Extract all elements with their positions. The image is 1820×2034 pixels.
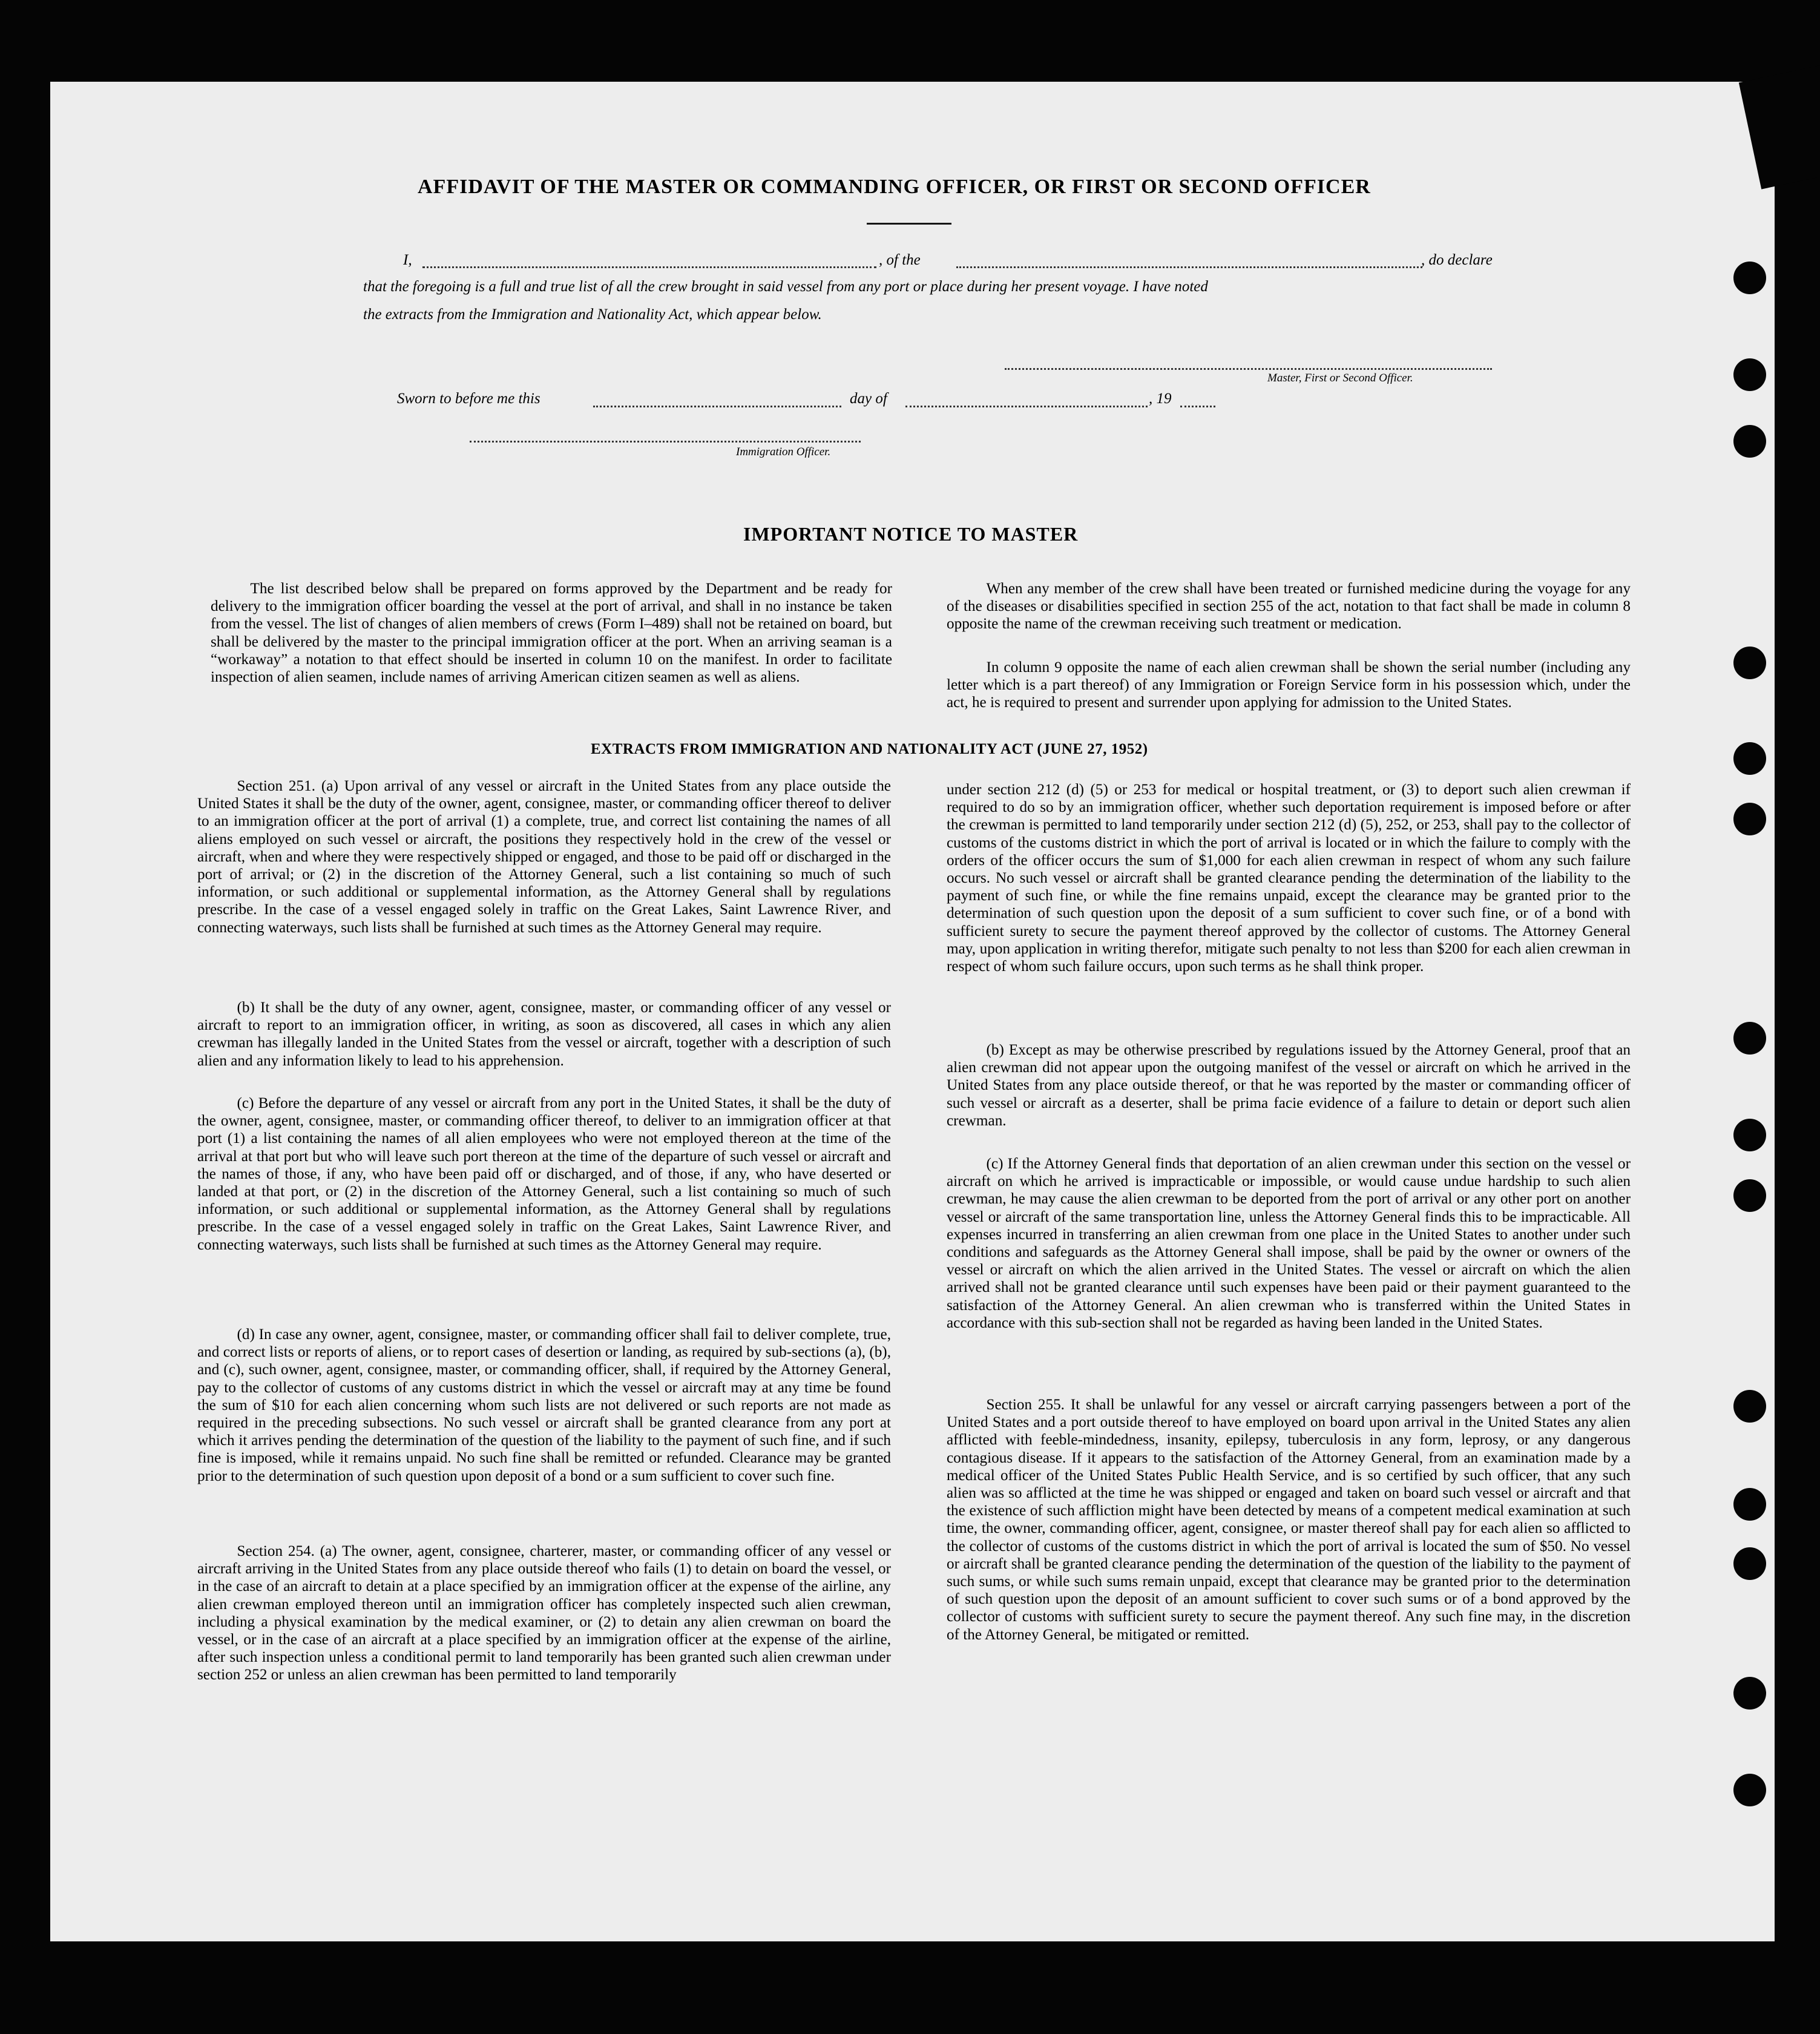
- binder-hole: [1733, 647, 1766, 679]
- do-declare-label: , do declare: [1421, 252, 1493, 268]
- day-line[interactable]: [593, 406, 841, 407]
- year-label: , 19: [1149, 390, 1172, 407]
- notice-right-paragraph-2: In column 9 opposite the name of each alien crewman shall be shown the serial number (including any letter which is a part thereof) of any Immigration or Foreign Service form in his possession which, under the act, he is required to present and surrender upon applying for admission to the United States.: [947, 659, 1631, 711]
- i-label: I,: [403, 252, 412, 268]
- year-line[interactable]: [1180, 406, 1215, 407]
- extract-left-paragraph: (d) In case any owner, agent, consignee, master, or commanding officer shall fail to deliver complete, true, and correct lists or reports of aliens, or to report cases of desertion or landing, as required by sub-sections (a), (b), and (c), such owner, agent, consignee, master, or commanding officer, shall, if required by the Attorney General, pay to the collector of customs of any customs district in which the vessel or aircraft may at any time be found the sum of $10 for each alien concerning whom such lists are not delivered or such reports are not made as required in the preceding subsections. No such vessel or aircraft shall be granted clearance from any port at which it arrives pending the determination of the question of the liability to the payment of such fine, and if such fine is imposed, while it remains unpaid. No such fine shall be remitted or refunded. Clearance may be granted prior to the determination of such question upon deposit of a bond or a sum sufficient to cover such fine.: [197, 1326, 891, 1484]
- extract-right-paragraph: (b) Except as may be otherwise prescribed by regulations issued by the Attorney General, proof that an alien crewman did not appear upon the outgoing manifest of the vessel or aircraft on which he arrived in the United States from any place outside thereof, or that he was reported by the master or commanding officer of such vessel or aircraft as a deserter, shall be prima facie evidence of a failure to detain or deport such alien crewman.: [947, 1042, 1631, 1129]
- binder-hole: [1733, 1179, 1766, 1212]
- affidavit-title: AFFIDAVIT OF THE MASTER OR COMMANDING OFFICER, OR FIRST OR SECOND OFFICER: [418, 176, 1371, 198]
- binder-hole: [1733, 1488, 1766, 1521]
- master-signature-line[interactable]: [1005, 368, 1492, 370]
- extract-left-paragraph: Section 251. (a) Upon arrival of any vessel or aircraft in the United States from any place outside the United States it shall be the duty of the owner, agent, consignee, master, or commanding officer thereof to deliver to an immigration officer at the port of arrival (1) a complete, true, and correct list containing the names of all aliens employed on such vessel or aircraft, the positions they respectively hold in the crew of the vessel or aircraft, when and where they were respectively shipped or engaged, and those to be paid off or discharged in the port of arrival; or (2) in the discretion of the Attorney General, such a list containing so much of such information, or such additional or supplemental information, as the Attorney General shall by regulations prescribe. In the case of a vessel engaged solely in traffic on the Great Lakes, Saint Lawrence River, and connecting waterways, such lists shall be furnished at such times as the Attorney General may require.: [197, 778, 891, 936]
- extract-left-paragraph: (b) It shall be the duty of any owner, agent, consignee, master, or commanding officer of any vessel or aircraft to report to an immigration officer, in writing, as soon as discovered, all cases in which any alien crewman has illegally landed in the United States from the vessel or aircraft, together with a description of such alien and any information likely to lead to his apprehension.: [197, 999, 891, 1069]
- month-line[interactable]: [905, 406, 1148, 407]
- notice-left-paragraph: The list described below shall be prepared on forms approved by the Department and be ready for delivery to the immigration officer boarding the vessel at the port of arrival, and shall in no instance be taken from the vessel. The list of changes of alien members of crews (Form I–489) shall not be retained on board, but shall be delivered by the master to the principal immigration officer at the port. When an arriving seaman is a “workaway” a notation to that effect should be inserted in column 10 on the manifest. In order to facilitate inspection of alien seamen, include names of arriving American citizen seamen as well as aliens.: [211, 581, 892, 686]
- declaration-line-2: the extracts from the Immigration and Nationality Act, which appear below.: [363, 306, 822, 323]
- officer-signature-line[interactable]: [470, 441, 861, 443]
- binder-hole: [1733, 1547, 1766, 1580]
- extract-right-paragraph: Section 255. It shall be unlawful for any vessel or aircraft carrying passengers between a port of the United States and a port outside thereof to have employed on board upon arrival in the United States any alien afflicted with feeble-mindedness, insanity, epilepsy, tuberculosis in any form, leprosy, or any dangerous contagious disease. If it appears to the satisfaction of the Attorney General, from an examination made by a medical officer of the United States Public Health Service, and is so certified by such officer, that any such alien was so afflicted at the time he was shipped or engaged and taken on board such vessel or aircraft and that the existence of such affliction might have been detected by means of a competent medical examination at such time, the owner, commanding officer, agent, consignee, or master thereof shall pay for each alien so afflicted to the collector of customs of the customs district in which the port of arrival is located the sum of $50. No vessel or aircraft shall be granted clearance pending the determination of the question of the liability to the payment of such sums, or while such sums remain unpaid, except that clearance may be granted prior to the determination of such question upon the deposit of an amount sufficient to cover such sums or of a bond approved by the collector of customs with sufficient surety to secure the payment thereof. Any such fine may, in the discretion of the Attorney General, be mitigated or remitted.: [947, 1397, 1631, 1643]
- binder-hole: [1733, 1774, 1766, 1806]
- notice-title: IMPORTANT NOTICE TO MASTER: [743, 523, 1079, 545]
- binder-hole: [1733, 262, 1766, 294]
- extract-left-paragraph: Section 254. (a) The owner, agent, consignee, charterer, master, or commanding officer of any vessel or aircraft arriving in the United States from any place outside thereof who fails (1) to detain on board the vessel, or in the case of an aircraft to detain at a place specified by an immigration officer at the expense of the airline, any alien crewman employed thereon until an immigration officer has completely inspected such alien crewman, including a physical examination by the medical examiner, or (2) to detain any alien crewman on board the vessel, or in the case of an aircraft at a place specified by an immigration officer at the expense of the airline, after such inspection unless a conditional permit to land temporarily has been granted such alien crewman under section 252 or unless an alien crewman has been permitted to land temporarily: [197, 1543, 891, 1683]
- extract-left-paragraph: (c) Before the departure of any vessel or aircraft from any port in the United States, it shall be the duty of the owner, agent, consignee, master, or commanding officer thereof, to deliver to an immigration officer at that port (1) a list containing the names of all alien employees who were not employed thereon at the time of the arrival at that port but who will leave such port thereon at the time of the departure of such vessel or aircraft and the names of those, if any, who have been paid off or discharged, and of those, if any, who have deserted or landed at that port, or (2) in the discretion of the Attorney General, such a list containing so much of such information, or such additional or supplemental information, as the Attorney General shall by regulations prescribe. In the case of a vessel engaged solely in traffic on the Great Lakes, Saint Lawrence River, and connecting waterways, such lists shall be furnished at such times as the Attorney General may require.: [197, 1095, 891, 1253]
- officer-caption: Immigration Officer.: [736, 446, 831, 458]
- extract-right-paragraph: under section 212 (d) (5) or 253 for medical or hospital treatment, or (3) to deport such alien crewman if required to do so by an immigration officer, whether such deportation requirement is imposed before or after the crewman is permitted to land temporarily under section 212 (d) (5), 252, or 253, shall pay to the collector of customs of the customs district in which the port of arrival is located or in which the failure to comply with the orders of the officer occurs the sum of $1,000 for each alien crewman in respect of whom any such failure occurs. No such vessel or aircraft shall be granted clearance pending the determination of the liability to the payment of such fine, or while the fine remains unpaid, except the clearance may be granted prior to the determination of such question upon the deposit of a sum sufficient to cover such fine, or of a bond with sufficient surety to secure the payment thereof approved by the collector of customs. The Attorney General may, upon application in writing therefor, mitigate such penalty to not less than $200 for each alien crewman in respect of whom such failure occurs, upon such terms as he shall think proper.: [947, 782, 1631, 975]
- binder-hole: [1733, 1677, 1766, 1710]
- day-of-label: day of: [850, 390, 887, 407]
- master-caption: Master, First or Second Officer.: [1267, 372, 1413, 384]
- binder-hole: [1733, 1119, 1766, 1151]
- extracts-heading: EXTRACTS FROM IMMIGRATION AND NATIONALITY ACT (JUNE 27, 1952): [591, 741, 1148, 757]
- declaration-line-1: that the foregoing is a full and true list of all the crew brought in said vessel from any port or place during her present voyage. I have noted: [363, 278, 1208, 295]
- binder-hole: [1733, 358, 1766, 391]
- binder-hole: [1733, 1022, 1766, 1055]
- name-line[interactable]: [422, 266, 876, 268]
- binder-hole: [1733, 1390, 1766, 1423]
- sworn-label: Sworn to before me this: [397, 390, 540, 407]
- title-rule: [867, 223, 951, 225]
- binder-hole: [1733, 425, 1766, 458]
- notice-right-paragraph-1: When any member of the crew shall have been treated or furnished medicine during the voyage for any of the diseases or disabilities specified in section 255 of the act, notation to that fact shall be made in column 8 opposite the name of the crewman receiving such treatment or medication.: [947, 581, 1631, 633]
- extract-right-paragraph: (c) If the Attorney General finds that deportation of an alien crewman under this section on the vessel or aircraft on which he arrived is impracticable or impossible, or would cause undue hardship to such alien crewman, he may cause the alien crewman to be deported from the port of arrival or any other port on another vessel or aircraft of the same transportation line, unless the Attorney General finds this to be impracticable. All expenses incurred in transferring an alien crewman from one place in the United States to another under such conditions and safeguards as the Attorney General shall impose, shall be paid by the owner or owners of the vessel or aircraft on which the alien arrived in the United States. The vessel or aircraft on which the alien arrived shall not be granted clearance until such expenses have been paid or their payment guaranteed to the satisfaction of the Attorney General. An alien crewman who is transferred within the United States in accordance with this sub-section shall not be regarded as having been landed in the United States.: [947, 1156, 1631, 1331]
- binder-hole: [1733, 803, 1766, 835]
- binder-hole: [1733, 742, 1766, 775]
- vessel-line[interactable]: [956, 266, 1422, 268]
- of-the-label: , of the: [879, 252, 921, 268]
